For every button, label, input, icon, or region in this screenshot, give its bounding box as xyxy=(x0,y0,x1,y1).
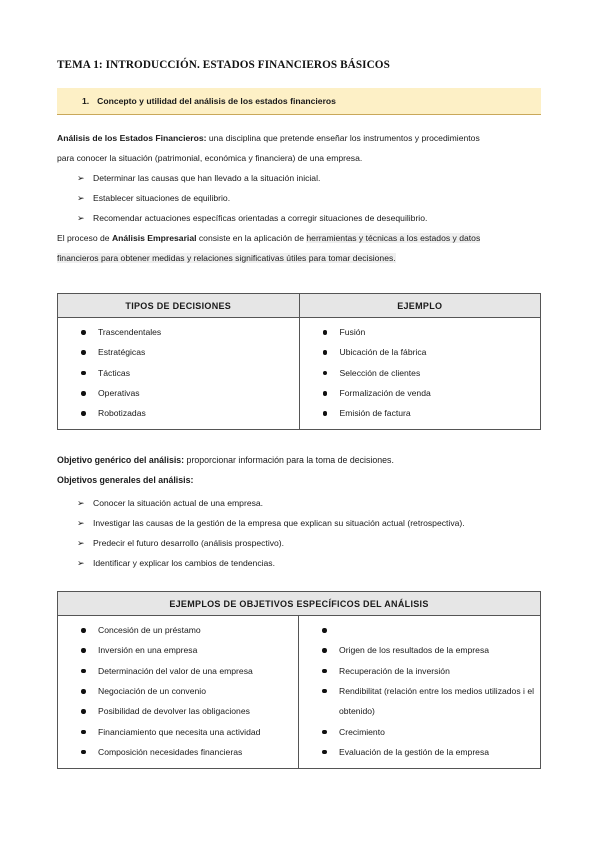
list-item: ➢ Recomendar actuaciones específicas orientadas a corregir situaciones de desequilibrio. xyxy=(77,212,428,223)
process-paragraph: El proceso de Análisis Empresarial consiste en la aplicación de herramientas y técnicas a los estados y datos financieros para obtener medidas y relaciones significativas útiles para tomar decisiones. xyxy=(57,233,481,263)
list-item: Trascendentales xyxy=(58,322,299,342)
arrow-bullet-icon: ➢ xyxy=(77,537,85,548)
decision-types-cell xyxy=(58,318,300,430)
highlighted-text-2: financieros para obtener medidas y relaciones significativas útiles para tomar decisiones. xyxy=(57,253,396,263)
list-item: Origen de los resultados de la empresa xyxy=(299,640,540,660)
list-item: Formalización de venda xyxy=(300,383,540,403)
definition-paragraph xyxy=(57,128,547,168)
bullet-icon xyxy=(318,328,333,337)
arrow-bullet-icon: ➢ xyxy=(77,557,85,568)
bullet-icon xyxy=(76,727,91,736)
list-item: Inversión en una empresa xyxy=(58,640,298,660)
definition-text-2: para conocer la situación (patrimonial, económica y financiera) de una empresa. xyxy=(57,153,363,163)
highlighted-text-1: herramientas y técnicas a los estados y datos xyxy=(306,233,481,243)
list-item: ➢ Determinar las causas que han llevado a la situación inicial. xyxy=(77,172,321,183)
specific-right-cell xyxy=(299,616,541,769)
list-item: Selección de clientes xyxy=(300,363,540,383)
arrow-bullet-icon: ➢ xyxy=(77,192,85,203)
section-number: 1. xyxy=(82,96,90,106)
bullet-icon xyxy=(76,687,91,696)
section-label: Concepto y utilidad del análisis de los estados financieros xyxy=(97,96,336,106)
decisions-table xyxy=(57,293,541,430)
specific-objectives-table xyxy=(57,591,541,769)
bullet-icon xyxy=(76,707,91,716)
definition-term: Análisis de los Estados Financieros: xyxy=(57,133,207,143)
list-item: Evaluación de la gestión de la empresa xyxy=(299,742,540,762)
list-item: Financiamiento que necesita una actividad xyxy=(58,721,298,741)
bullet-icon xyxy=(76,666,91,675)
bullet-icon xyxy=(317,727,332,736)
list-item: Concesión de un préstamo xyxy=(58,620,298,640)
list-item: Estratégicas xyxy=(58,342,299,362)
bullet-icon xyxy=(318,348,333,357)
generic-objective-label: Objetivo genérico del análisis: xyxy=(57,455,185,465)
generic-objective-text: proporcionar información para la toma de decisiones. xyxy=(184,455,394,465)
bullet-icon xyxy=(76,626,91,635)
general-objectives-label: Objetivos generales del análisis: xyxy=(57,475,194,485)
bullet-icon xyxy=(76,368,91,377)
list-item: ➢ Conocer la situación actual de una empresa. xyxy=(77,497,264,508)
bullet-icon xyxy=(317,747,332,756)
list-item: Crecimiento xyxy=(299,721,540,741)
list-item: ➢ Identificar y explicar los cambios de tendencias. xyxy=(77,557,275,568)
list-item: Negociación de un convenio xyxy=(58,681,298,701)
definition-text-1: una disciplina que pretende enseñar los instrumentos y procedimientos xyxy=(206,133,480,143)
decision-examples-cell xyxy=(299,318,540,430)
specific-left-cell xyxy=(58,616,299,769)
list-item xyxy=(299,620,540,640)
list-item: Fusión xyxy=(300,322,540,342)
list-item: Recuperación de la inversión xyxy=(299,661,540,681)
decisions-header-example: EJEMPLO xyxy=(299,294,540,318)
specific-objectives-header: EJEMPLOS DE OBJETIVOS ESPECÍFICOS DEL ANÁLISIS xyxy=(58,592,541,616)
bullet-icon xyxy=(76,646,91,655)
section-heading xyxy=(57,88,541,115)
bullet-icon xyxy=(317,681,332,701)
bullet-icon xyxy=(317,666,332,675)
bullet-icon xyxy=(317,646,332,655)
objectives-block xyxy=(57,450,547,490)
bullet-icon xyxy=(318,389,333,398)
list-item: Rendibilitat (relación entre los medios utilizados i el obtenido) xyxy=(299,681,540,722)
list-item: Determinación del valor de una empresa xyxy=(58,661,298,681)
arrow-bullet-icon: ➢ xyxy=(77,497,85,508)
list-item: Tácticas xyxy=(58,363,299,383)
list-item: Ubicación de la fábrica xyxy=(300,342,540,362)
bullet-icon xyxy=(76,389,91,398)
list-item: Emisión de factura xyxy=(300,403,540,423)
bullet-icon xyxy=(76,747,91,756)
general-objectives-list xyxy=(77,493,465,573)
list-item: Posibilidad de devolver las obligaciones xyxy=(58,701,298,721)
bullet-icon xyxy=(317,626,332,635)
list-item: Robotizadas xyxy=(58,403,299,423)
document-title: TEMA 1: INTRODUCCIÓN. ESTADOS FINANCIEROS BÁSICOS xyxy=(57,59,390,71)
list-item: Operativas xyxy=(58,383,299,403)
bullet-icon xyxy=(318,368,333,377)
bullet-icon xyxy=(76,348,91,357)
arrow-bullet-icon: ➢ xyxy=(77,172,85,183)
bullet-icon xyxy=(76,409,91,418)
bullet-icon xyxy=(318,409,333,418)
decisions-header-types: TIPOS DE DECISIONES xyxy=(58,294,300,318)
list-item: ➢ Establecer situaciones de equilibrio. xyxy=(77,192,231,203)
definition-points xyxy=(77,168,427,228)
bullet-icon xyxy=(76,328,91,337)
arrow-bullet-icon: ➢ xyxy=(77,212,85,223)
process-term: Análisis Empresarial xyxy=(111,233,197,243)
arrow-bullet-icon: ➢ xyxy=(77,517,85,528)
list-item: Composición necesidades financieras xyxy=(58,742,298,762)
list-item: ➢ Predecir el futuro desarrollo (análisis prospectivo). xyxy=(77,537,285,548)
list-item: ➢ Investigar las causas de la gestión de la empresa que explican su situación actual (retrospectiva). xyxy=(77,517,465,528)
